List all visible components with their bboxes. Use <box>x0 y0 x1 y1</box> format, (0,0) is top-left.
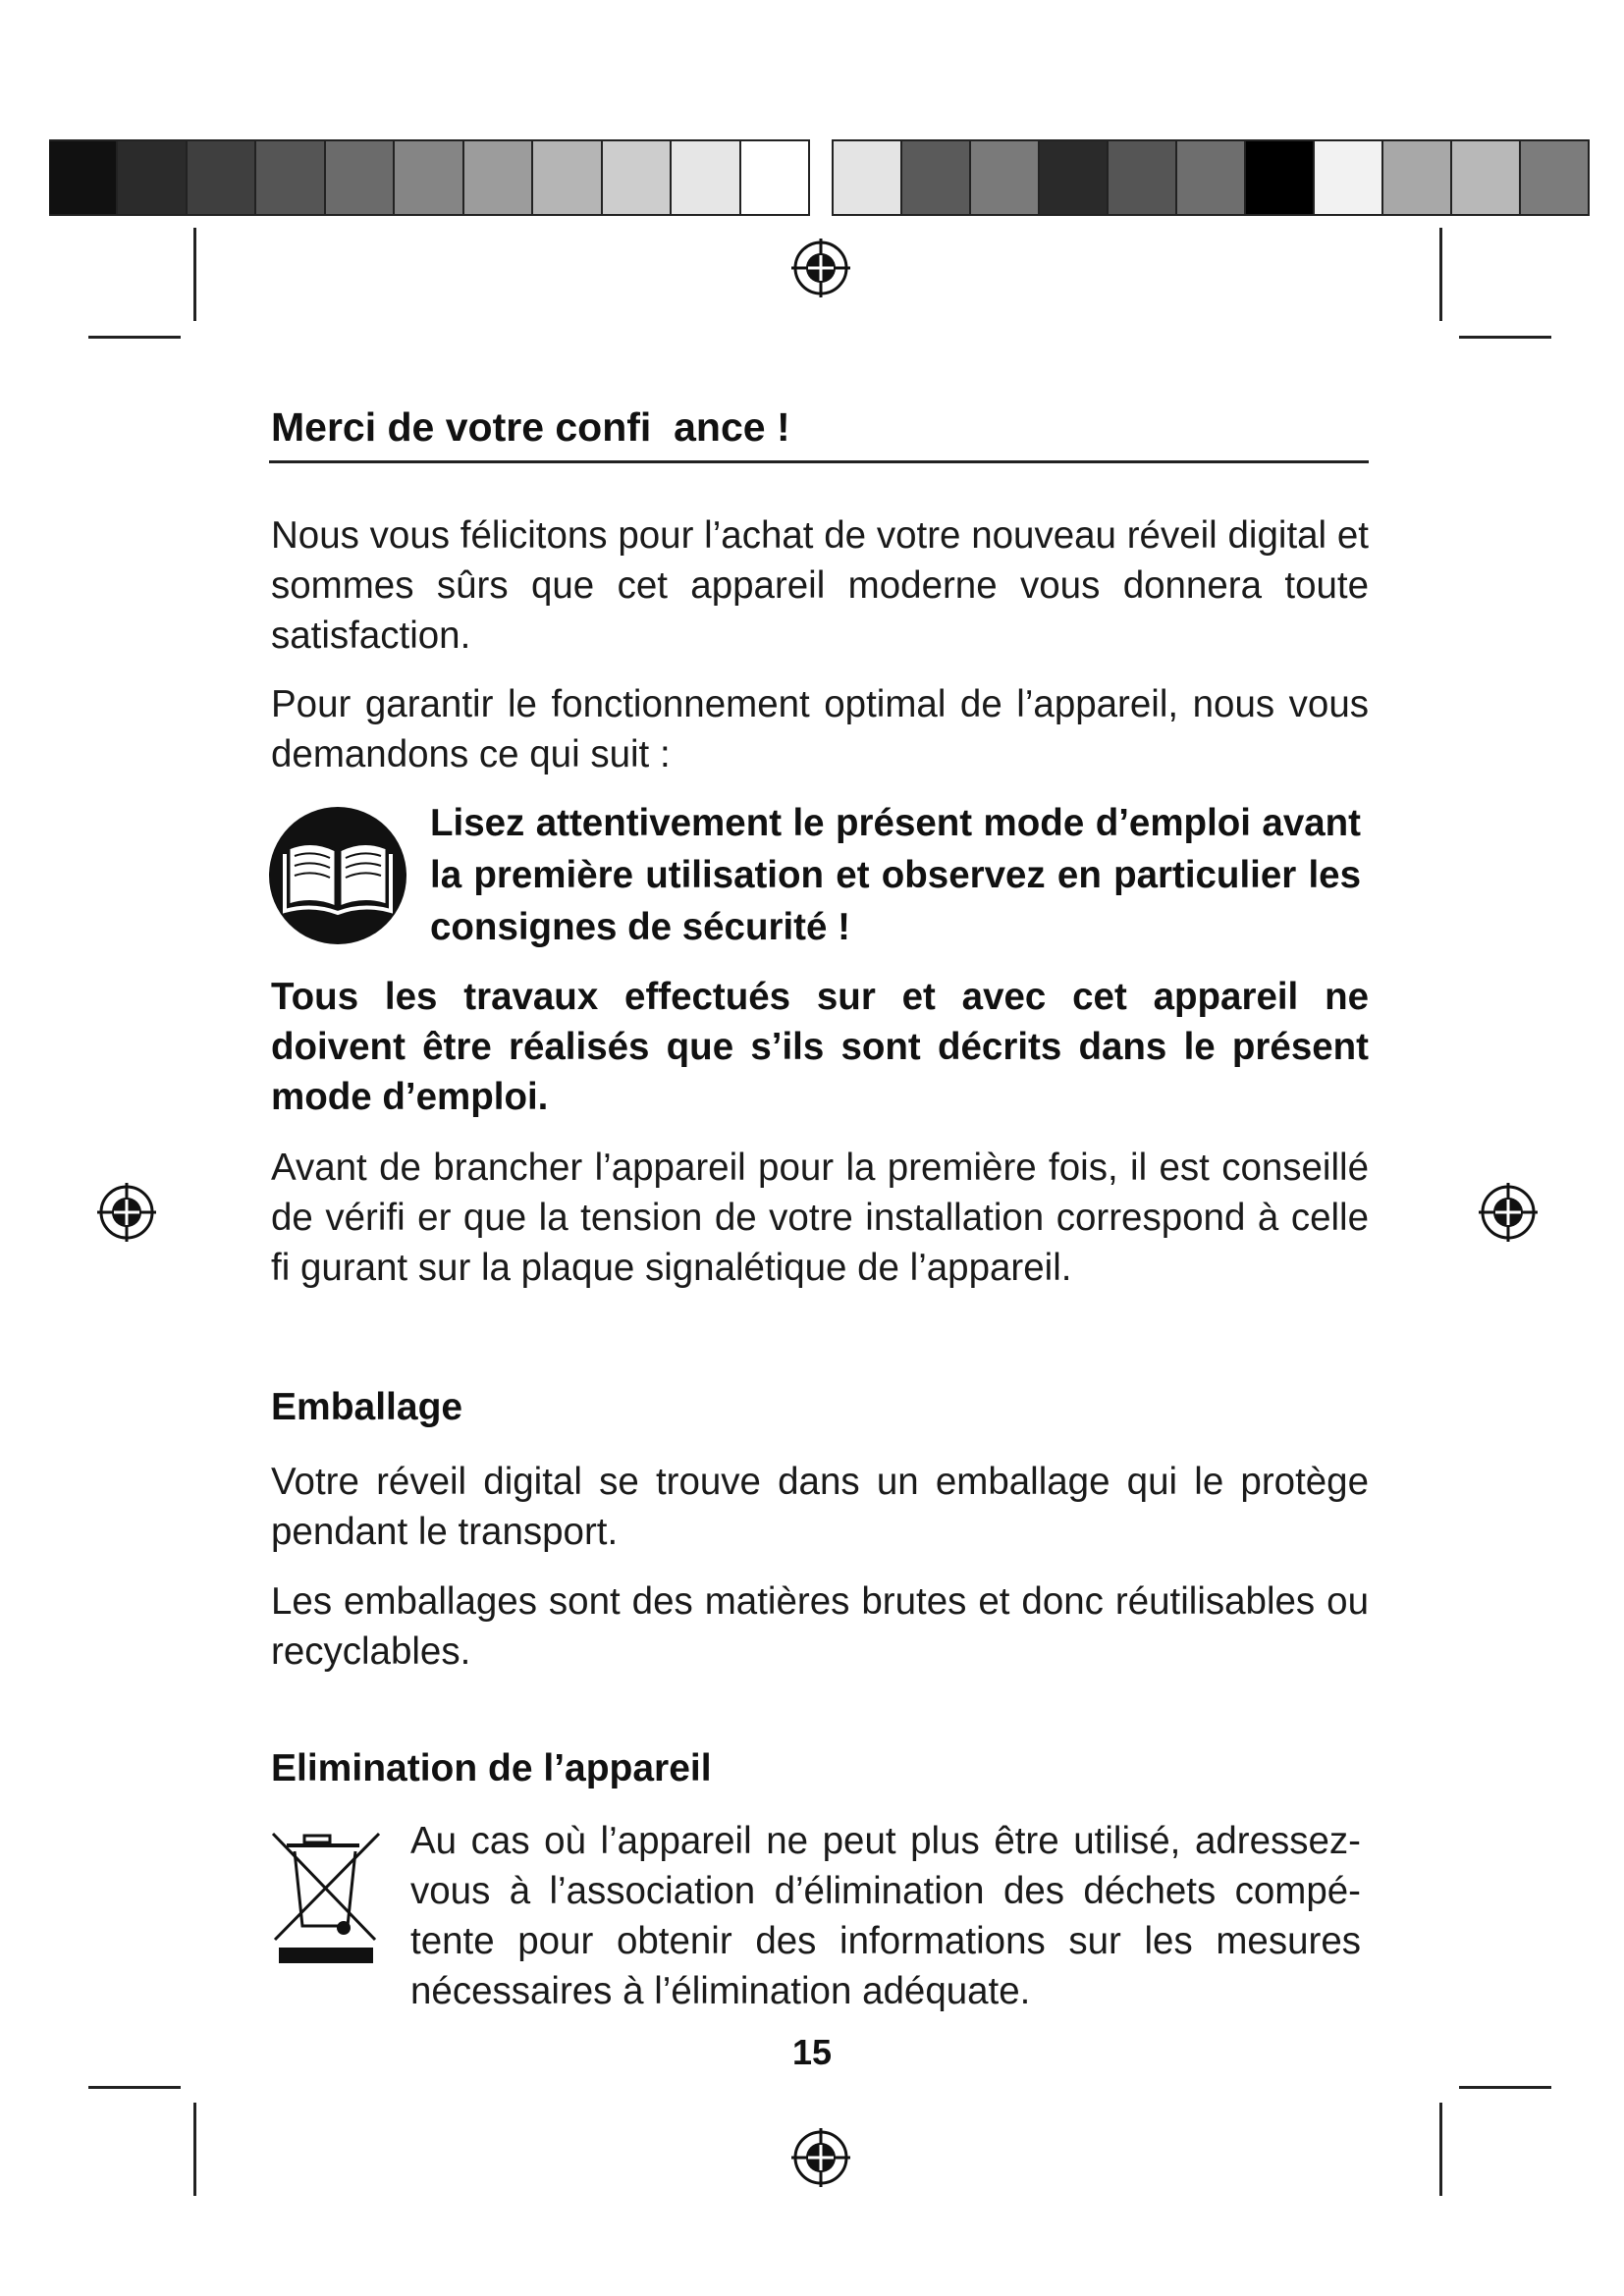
registration-mark-icon <box>1476 1180 1541 1245</box>
packaging-paragraph-1: Votre réveil digital se trouve dans un emballage qui le protège pendant le transport. <box>271 1461 1369 1553</box>
page-title: Merci de votre confi ance ! <box>271 404 790 450</box>
registration-mark-icon <box>788 236 853 300</box>
disposal-paragraph: Au cas où l’appareil ne peut plus être utilisé, adressez-vous à l’association d’élimination des déchets compé-tente pour obtenir des informations sur les mesures nécessaires à l’élimination adéquate. <box>410 1820 1361 2012</box>
crop-mark <box>1439 228 1442 321</box>
voltage-paragraph: Avant de brancher l’appareil pour la première fois, il est conseillé de vérifi er que la tension de votre installation correspond à celle fi gurant sur la plaque signalétique de l’appareil. <box>271 1147 1369 1289</box>
color-swatch <box>834 141 902 214</box>
crop-mark <box>193 228 196 321</box>
requirements-paragraph: Pour garantir le fonctionnement optimal de l’appareil, nous vous demandons ce qui suit : <box>271 683 1369 775</box>
crop-mark <box>88 336 181 339</box>
color-swatch <box>1040 141 1109 214</box>
color-swatch <box>188 141 256 214</box>
book-icon <box>267 805 408 946</box>
crop-mark <box>88 2086 181 2089</box>
crop-mark <box>1459 336 1551 339</box>
color-swatch <box>1109 141 1177 214</box>
section-heading-packaging: Emballage <box>271 1386 463 1428</box>
color-swatch <box>902 141 971 214</box>
title-underline <box>269 460 1369 463</box>
color-swatch <box>256 141 325 214</box>
color-swatch <box>1177 141 1246 214</box>
warning-paragraph: Tous les travaux effectués sur et avec cet appareil ne doivent être réalisés que s’ils sont décrits dans le présent mode d’emploi. <box>271 976 1369 1118</box>
crossed-bin-icon <box>265 1824 387 1971</box>
registration-mark-icon <box>788 2125 853 2190</box>
color-swatch <box>672 141 740 214</box>
intro-paragraph: Nous vous félicitons pour l’achat de votre nouveau réveil digital et sommes sûrs que cet appareil moderne vous donnera toute satisfaction. <box>271 514 1369 657</box>
color-swatch <box>326 141 395 214</box>
color-swatch <box>1246 141 1315 214</box>
color-swatch <box>118 141 187 214</box>
packaging-paragraph-2: Les emballages sont des matières brutes et donc réutilisables ou recyclables. <box>271 1580 1369 1673</box>
color-swatch <box>1521 141 1590 214</box>
color-swatch <box>533 141 602 214</box>
color-swatch <box>49 141 118 214</box>
color-swatch <box>464 141 533 214</box>
section-heading-disposal: Elimination de l’appareil <box>271 1747 712 1789</box>
crop-mark <box>1459 2086 1551 2089</box>
read-manual-notice: Lisez attentivement le présent mode d’emploi avant la première utilisation et observez en particulier les consignes de sécurité ! <box>430 802 1361 948</box>
registration-mark-icon <box>94 1180 159 1245</box>
crop-mark <box>1439 2103 1442 2196</box>
color-swatch <box>603 141 672 214</box>
color-swatch <box>1315 141 1383 214</box>
color-swatch <box>1383 141 1452 214</box>
color-swatch <box>741 141 810 214</box>
color-bar-right <box>832 139 1590 216</box>
color-swatch <box>395 141 463 214</box>
color-swatch <box>971 141 1040 214</box>
page-number: 15 <box>791 2032 833 2072</box>
color-bar-left <box>49 139 810 216</box>
crop-mark <box>193 2103 196 2196</box>
color-swatch <box>1452 141 1521 214</box>
